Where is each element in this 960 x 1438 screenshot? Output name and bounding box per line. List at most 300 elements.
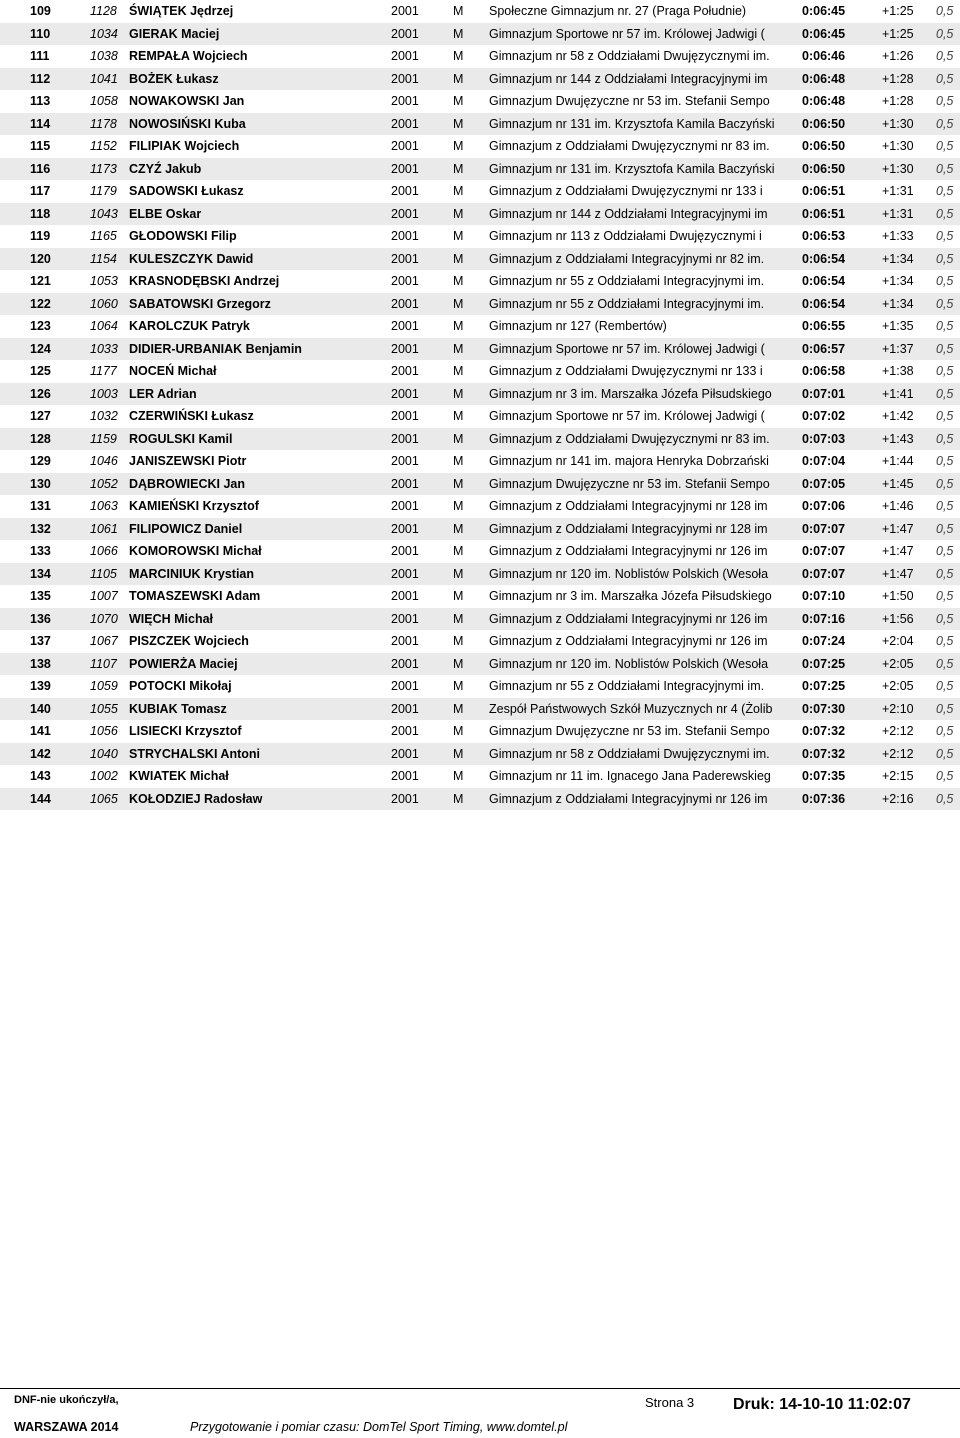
cell-diff: +2:05 bbox=[882, 656, 914, 671]
cell-bib: 1063 bbox=[90, 499, 118, 513]
cell-name: SADOWSKI Łukasz bbox=[129, 184, 244, 198]
cell-name: ŚWIĄTEK Jędrzej bbox=[129, 4, 234, 18]
cell-name: POWIERŻA Maciej bbox=[129, 656, 238, 671]
cell-school: Gimnazjum z Oddziałami Dwujęzycznymi nr 133 i bbox=[489, 184, 763, 198]
cell-time: 0:07:32 bbox=[802, 724, 846, 738]
cell-diff: +1:42 bbox=[882, 409, 914, 423]
cell-place: 125 bbox=[30, 364, 51, 378]
cell-pts: 0,5 bbox=[936, 116, 954, 131]
cell-name: FILIPIAK Wojciech bbox=[129, 139, 240, 153]
cell-time: 0:07:02 bbox=[802, 409, 846, 423]
cell-sex: M bbox=[453, 139, 464, 153]
table-row bbox=[0, 113, 960, 136]
table-row bbox=[0, 360, 960, 383]
cell-bib: 1043 bbox=[90, 206, 118, 221]
cell-year: 2001 bbox=[391, 364, 419, 378]
cell-bib: 1059 bbox=[90, 679, 118, 693]
cell-year: 2001 bbox=[391, 274, 419, 288]
cell-year: 2001 bbox=[391, 521, 419, 536]
cell-school: Gimnazjum z Oddziałami Integracyjnymi nr 128 im bbox=[489, 521, 768, 536]
cell-place: 137 bbox=[30, 634, 51, 648]
cell-sex: M bbox=[453, 724, 464, 738]
table-row bbox=[0, 135, 960, 158]
cell-school: Gimnazjum nr 113 z Oddziałami Dwujęzycznymi i bbox=[489, 229, 762, 243]
cell-school: Gimnazjum nr 131 im. Krzysztofa Kamila Baczyński bbox=[489, 116, 775, 131]
cell-sex: M bbox=[453, 341, 464, 356]
cell-year: 2001 bbox=[391, 431, 419, 446]
cell-name: STRYCHALSKI Antoni bbox=[129, 746, 261, 761]
cell-school: Gimnazjum nr 55 z Oddziałami Integracyjnymi im. bbox=[489, 274, 765, 288]
cell-school: Gimnazjum nr 58 z Oddziałami Dwujęzycznymi im. bbox=[489, 49, 770, 63]
cell-pts: 0,5 bbox=[936, 4, 954, 18]
cell-pts: 0,5 bbox=[936, 679, 954, 693]
cell-place: 109 bbox=[30, 4, 51, 18]
cell-sex: M bbox=[453, 521, 464, 536]
cell-place: 141 bbox=[30, 724, 51, 738]
cell-time: 0:06:51 bbox=[802, 206, 846, 221]
cell-time: 0:07:24 bbox=[802, 634, 846, 648]
cell-diff: +1:44 bbox=[882, 454, 914, 468]
cell-sex: M bbox=[453, 791, 464, 806]
cell-diff: +1:34 bbox=[882, 251, 914, 266]
cell-diff: +1:34 bbox=[882, 296, 914, 311]
cell-pts: 0,5 bbox=[936, 634, 954, 648]
cell-time: 0:07:04 bbox=[802, 454, 846, 468]
cell-year: 2001 bbox=[391, 791, 419, 806]
footer-credits: Przygotowanie i pomiar czasu: DomTel Sport Timing, www.domtel.pl bbox=[190, 1420, 568, 1434]
cell-time: 0:07:06 bbox=[802, 499, 846, 513]
cell-pts: 0,5 bbox=[936, 611, 954, 626]
cell-place: 140 bbox=[30, 701, 51, 716]
cell-time: 0:06:54 bbox=[802, 296, 846, 311]
cell-diff: +1:30 bbox=[882, 161, 914, 176]
cell-name: REMPAŁA Wojciech bbox=[129, 49, 248, 63]
cell-sex: M bbox=[453, 296, 464, 311]
table-row bbox=[0, 698, 960, 721]
cell-place: 132 bbox=[30, 521, 51, 536]
cell-year: 2001 bbox=[391, 769, 419, 783]
table-row bbox=[0, 45, 960, 68]
cell-time: 0:07:30 bbox=[802, 701, 846, 716]
cell-year: 2001 bbox=[391, 139, 419, 153]
cell-time: 0:07:07 bbox=[802, 566, 846, 581]
cell-school: Gimnazjum nr 131 im. Krzysztofa Kamila Baczyński bbox=[489, 161, 775, 176]
footer-legend: DNF-nie ukończył/a, bbox=[14, 1394, 119, 1406]
cell-place: 144 bbox=[30, 791, 51, 806]
table-row bbox=[0, 293, 960, 316]
cell-time: 0:07:01 bbox=[802, 386, 846, 401]
cell-bib: 1179 bbox=[90, 184, 117, 198]
cell-pts: 0,5 bbox=[936, 454, 954, 468]
cell-place: 115 bbox=[30, 139, 51, 153]
cell-name: FILIPOWICZ Daniel bbox=[129, 521, 243, 536]
cell-diff: +1:31 bbox=[882, 206, 914, 221]
cell-pts: 0,5 bbox=[936, 184, 954, 198]
cell-year: 2001 bbox=[391, 184, 419, 198]
cell-diff: +2:05 bbox=[882, 679, 914, 693]
cell-bib: 1007 bbox=[90, 589, 118, 603]
cell-time: 0:07:10 bbox=[802, 589, 846, 603]
cell-place: 118 bbox=[30, 206, 51, 221]
cell-sex: M bbox=[453, 611, 464, 626]
cell-school: Gimnazjum z Oddziałami Dwujęzycznymi nr 83 im. bbox=[489, 431, 770, 446]
cell-bib: 1034 bbox=[90, 26, 118, 41]
cell-sex: M bbox=[453, 566, 464, 581]
cell-pts: 0,5 bbox=[936, 161, 954, 176]
cell-place: 111 bbox=[30, 49, 50, 63]
cell-year: 2001 bbox=[391, 251, 419, 266]
cell-time: 0:07:25 bbox=[802, 656, 846, 671]
cell-place: 112 bbox=[30, 71, 51, 86]
cell-pts: 0,5 bbox=[936, 139, 954, 153]
table-row bbox=[0, 225, 960, 248]
cell-place: 122 bbox=[30, 296, 51, 311]
cell-time: 0:07:35 bbox=[802, 769, 846, 783]
cell-year: 2001 bbox=[391, 229, 419, 243]
cell-sex: M bbox=[453, 251, 464, 266]
cell-diff: +1:47 bbox=[882, 521, 914, 536]
cell-diff: +1:34 bbox=[882, 274, 914, 288]
cell-school: Gimnazjum nr 3 im. Marszałka Józefa Piłsudskiego bbox=[489, 386, 772, 401]
cell-name: PISZCZEK Wojciech bbox=[129, 634, 249, 648]
cell-diff: +1:38 bbox=[882, 364, 914, 378]
cell-time: 0:06:55 bbox=[802, 319, 846, 333]
cell-pts: 0,5 bbox=[936, 274, 954, 288]
cell-pts: 0,5 bbox=[936, 769, 954, 783]
cell-diff: +1:31 bbox=[882, 184, 914, 198]
cell-name: JANISZEWSKI Piotr bbox=[129, 454, 247, 468]
cell-school: Gimnazjum nr 58 z Oddziałami Dwujęzycznymi im. bbox=[489, 746, 770, 761]
cell-school: Społeczne Gimnazjum nr. 27 (Praga Południe) bbox=[489, 4, 747, 18]
cell-pts: 0,5 bbox=[936, 791, 954, 806]
cell-bib: 1064 bbox=[90, 319, 118, 333]
table-row bbox=[0, 405, 960, 428]
cell-bib: 1046 bbox=[90, 454, 118, 468]
cell-diff: +2:04 bbox=[882, 634, 914, 648]
cell-sex: M bbox=[453, 454, 464, 468]
cell-sex: M bbox=[453, 589, 464, 603]
cell-place: 142 bbox=[30, 746, 51, 761]
cell-pts: 0,5 bbox=[936, 409, 954, 423]
cell-bib: 1177 bbox=[90, 364, 117, 378]
table-row bbox=[0, 0, 960, 23]
table-row bbox=[0, 585, 960, 608]
cell-year: 2001 bbox=[391, 161, 419, 176]
cell-school: Gimnazjum z Oddziałami Integracyjnymi nr 82 im. bbox=[489, 251, 765, 266]
cell-place: 120 bbox=[30, 251, 51, 266]
cell-school: Gimnazjum z Oddziałami Dwujęzycznymi nr 83 im. bbox=[489, 139, 770, 153]
table-row bbox=[0, 563, 960, 586]
cell-bib: 1041 bbox=[90, 71, 118, 86]
cell-sex: M bbox=[453, 409, 464, 423]
cell-sex: M bbox=[453, 229, 464, 243]
cell-year: 2001 bbox=[391, 386, 419, 401]
cell-name: SABATOWSKI Grzegorz bbox=[129, 296, 271, 311]
cell-school: Gimnazjum nr 120 im. Noblistów Polskich (Wesoła bbox=[489, 566, 769, 581]
cell-place: 129 bbox=[30, 454, 51, 468]
cell-pts: 0,5 bbox=[936, 701, 954, 716]
cell-sex: M bbox=[453, 701, 464, 716]
cell-name: ROGULSKI Kamil bbox=[129, 431, 233, 446]
cell-year: 2001 bbox=[391, 454, 419, 468]
cell-year: 2001 bbox=[391, 746, 419, 761]
cell-sex: M bbox=[453, 656, 464, 671]
cell-year: 2001 bbox=[391, 679, 419, 693]
cell-diff: +2:12 bbox=[882, 746, 914, 761]
footer-divider bbox=[0, 1388, 960, 1389]
cell-sex: M bbox=[453, 161, 464, 176]
cell-school: Gimnazjum nr 127 (Rembertów) bbox=[489, 319, 667, 333]
cell-name: KOMOROWSKI Michał bbox=[129, 544, 262, 558]
table-row bbox=[0, 203, 960, 226]
cell-name: NOCEŃ Michał bbox=[129, 364, 217, 378]
cell-diff: +1:45 bbox=[882, 476, 914, 491]
cell-bib: 1128 bbox=[90, 4, 117, 18]
cell-year: 2001 bbox=[391, 296, 419, 311]
cell-diff: +1:28 bbox=[882, 71, 914, 86]
cell-time: 0:06:54 bbox=[802, 251, 846, 266]
cell-place: 139 bbox=[30, 679, 51, 693]
cell-year: 2001 bbox=[391, 701, 419, 716]
cell-year: 2001 bbox=[391, 476, 419, 491]
cell-bib: 1152 bbox=[90, 139, 117, 153]
cell-pts: 0,5 bbox=[936, 499, 954, 513]
cell-sex: M bbox=[453, 499, 464, 513]
cell-name: BOŻEK Łukasz bbox=[129, 71, 219, 86]
cell-time: 0:07:25 bbox=[802, 679, 846, 693]
cell-time: 0:06:51 bbox=[802, 184, 846, 198]
cell-name: CZERWIŃSKI Łukasz bbox=[129, 409, 254, 423]
cell-bib: 1154 bbox=[90, 251, 117, 266]
cell-sex: M bbox=[453, 319, 464, 333]
cell-school: Gimnazjum z Oddziałami Integracyjnymi nr 126 im bbox=[489, 791, 768, 806]
cell-school: Gimnazjum Dwujęzyczne nr 53 im. Stefanii Sempo bbox=[489, 94, 770, 108]
table-row bbox=[0, 495, 960, 518]
cell-diff: +2:12 bbox=[882, 724, 914, 738]
cell-time: 0:07:32 bbox=[802, 746, 846, 761]
cell-school: Gimnazjum Sportowe nr 57 im. Królowej Jadwigi ( bbox=[489, 26, 765, 41]
cell-place: 134 bbox=[30, 566, 51, 581]
cell-name: KWIATEK Michał bbox=[129, 769, 229, 783]
cell-bib: 1040 bbox=[90, 746, 118, 761]
cell-diff: +1:30 bbox=[882, 139, 914, 153]
table-row bbox=[0, 315, 960, 338]
cell-school: Gimnazjum Sportowe nr 57 im. Królowej Jadwigi ( bbox=[489, 409, 765, 423]
table-row bbox=[0, 765, 960, 788]
cell-year: 2001 bbox=[391, 409, 419, 423]
cell-place: 117 bbox=[30, 184, 51, 198]
cell-year: 2001 bbox=[391, 206, 419, 221]
cell-sex: M bbox=[453, 71, 464, 86]
cell-pts: 0,5 bbox=[936, 746, 954, 761]
cell-school: Zespół Państwowych Szkół Muzycznych nr 4 (Żolib bbox=[489, 701, 773, 716]
cell-diff: +2:16 bbox=[882, 791, 914, 806]
cell-name: KOŁODZIEJ Radosław bbox=[129, 791, 263, 806]
cell-bib: 1178 bbox=[90, 116, 117, 131]
cell-pts: 0,5 bbox=[936, 431, 954, 446]
cell-bib: 1066 bbox=[90, 544, 118, 558]
cell-bib: 1159 bbox=[90, 431, 117, 446]
cell-diff: +1:50 bbox=[882, 589, 914, 603]
cell-place: 124 bbox=[30, 341, 51, 356]
table-row bbox=[0, 270, 960, 293]
cell-place: 131 bbox=[30, 499, 51, 513]
cell-bib: 1173 bbox=[90, 161, 117, 176]
cell-name: MARCINIUK Krystian bbox=[129, 566, 255, 581]
cell-school: Gimnazjum nr 3 im. Marszałka Józefa Piłsudskiego bbox=[489, 589, 772, 603]
cell-diff: +1:25 bbox=[882, 4, 914, 18]
cell-name: POTOCKI Mikołaj bbox=[129, 679, 232, 693]
cell-school: Gimnazjum nr 55 z Oddziałami Integracyjnymi im. bbox=[489, 679, 765, 693]
cell-diff: +1:37 bbox=[882, 341, 914, 356]
table-row bbox=[0, 653, 960, 676]
cell-bib: 1032 bbox=[90, 409, 118, 423]
cell-year: 2001 bbox=[391, 94, 419, 108]
cell-bib: 1165 bbox=[90, 229, 117, 243]
cell-name: GIERAK Maciej bbox=[129, 26, 220, 41]
cell-time: 0:06:48 bbox=[802, 71, 846, 86]
table-row bbox=[0, 383, 960, 406]
cell-year: 2001 bbox=[391, 319, 419, 333]
cell-sex: M bbox=[453, 94, 464, 108]
cell-pts: 0,5 bbox=[936, 229, 954, 243]
cell-bib: 1070 bbox=[90, 611, 118, 626]
cell-pts: 0,5 bbox=[936, 49, 954, 63]
cell-school: Gimnazjum z Oddziałami Integracyjnymi nr 126 im bbox=[489, 611, 768, 626]
cell-school: Gimnazjum nr 11 im. Ignacego Jana Paderewskieg bbox=[489, 769, 771, 783]
cell-name: CZYŹ Jakub bbox=[129, 161, 202, 176]
cell-name: TOMASZEWSKI Adam bbox=[129, 589, 261, 603]
cell-year: 2001 bbox=[391, 611, 419, 626]
cell-school: Gimnazjum Dwujęzyczne nr 53 im. Stefanii Sempo bbox=[489, 724, 770, 738]
table-row bbox=[0, 788, 960, 811]
cell-pts: 0,5 bbox=[936, 589, 954, 603]
table-row bbox=[0, 248, 960, 271]
cell-name: NOWOSIŃSKI Kuba bbox=[129, 116, 246, 131]
table-row bbox=[0, 90, 960, 113]
cell-name: LISIECKI Krzysztof bbox=[129, 724, 242, 738]
cell-place: 127 bbox=[30, 409, 51, 423]
cell-diff: +1:25 bbox=[882, 26, 914, 41]
cell-name: DIDIER-URBANIAK Benjamin bbox=[129, 341, 302, 356]
cell-pts: 0,5 bbox=[936, 296, 954, 311]
cell-name: KAROLCZUK Patryk bbox=[129, 319, 250, 333]
cell-sex: M bbox=[453, 386, 464, 401]
cell-bib: 1056 bbox=[90, 724, 118, 738]
cell-bib: 1061 bbox=[90, 521, 118, 536]
cell-place: 138 bbox=[30, 656, 51, 671]
cell-pts: 0,5 bbox=[936, 319, 954, 333]
table-row bbox=[0, 540, 960, 563]
cell-name: WIĘCH Michał bbox=[129, 611, 214, 626]
cell-bib: 1053 bbox=[90, 274, 118, 288]
cell-pts: 0,5 bbox=[936, 386, 954, 401]
cell-diff: +1:56 bbox=[882, 611, 914, 626]
cell-school: Gimnazjum Dwujęzyczne nr 53 im. Stefanii Sempo bbox=[489, 476, 770, 491]
table-row bbox=[0, 180, 960, 203]
table-row bbox=[0, 608, 960, 631]
cell-pts: 0,5 bbox=[936, 566, 954, 581]
cell-school: Gimnazjum Sportowe nr 57 im. Królowej Jadwigi ( bbox=[489, 341, 765, 356]
cell-diff: +1:35 bbox=[882, 319, 914, 333]
cell-sex: M bbox=[453, 679, 464, 693]
cell-time: 0:07:03 bbox=[802, 431, 846, 446]
cell-time: 0:07:05 bbox=[802, 476, 846, 491]
cell-sex: M bbox=[453, 476, 464, 491]
cell-year: 2001 bbox=[391, 499, 419, 513]
cell-place: 123 bbox=[30, 319, 51, 333]
cell-bib: 1052 bbox=[90, 476, 118, 491]
cell-time: 0:06:50 bbox=[802, 139, 846, 153]
cell-school: Gimnazjum nr 144 z Oddziałami Integracyjnymi im bbox=[489, 71, 768, 86]
cell-year: 2001 bbox=[391, 71, 419, 86]
table-row bbox=[0, 158, 960, 181]
cell-sex: M bbox=[453, 4, 464, 18]
cell-sex: M bbox=[453, 431, 464, 446]
cell-school: Gimnazjum z Oddziałami Integracyjnymi nr 126 im bbox=[489, 634, 768, 648]
cell-pts: 0,5 bbox=[936, 26, 954, 41]
cell-bib: 1003 bbox=[90, 386, 118, 401]
cell-place: 133 bbox=[30, 544, 51, 558]
cell-bib: 1065 bbox=[90, 791, 118, 806]
cell-bib: 1067 bbox=[90, 634, 118, 648]
cell-pts: 0,5 bbox=[936, 71, 954, 86]
cell-year: 2001 bbox=[391, 116, 419, 131]
cell-sex: M bbox=[453, 184, 464, 198]
cell-diff: +2:15 bbox=[882, 769, 914, 783]
cell-bib: 1107 bbox=[90, 656, 117, 671]
cell-year: 2001 bbox=[391, 566, 419, 581]
cell-pts: 0,5 bbox=[936, 544, 954, 558]
cell-bib: 1033 bbox=[90, 341, 118, 356]
cell-diff: +1:28 bbox=[882, 94, 914, 108]
cell-time: 0:06:48 bbox=[802, 94, 846, 108]
cell-name: GŁODOWSKI Filip bbox=[129, 229, 237, 243]
cell-diff: +1:43 bbox=[882, 431, 914, 446]
table-row bbox=[0, 450, 960, 473]
cell-bib: 1055 bbox=[90, 701, 118, 716]
cell-place: 135 bbox=[30, 589, 51, 603]
cell-sex: M bbox=[453, 634, 464, 648]
cell-time: 0:06:50 bbox=[802, 161, 846, 176]
cell-pts: 0,5 bbox=[936, 521, 954, 536]
cell-pts: 0,5 bbox=[936, 251, 954, 266]
cell-school: Gimnazjum z Oddziałami Integracyjnymi nr 128 im bbox=[489, 499, 768, 513]
cell-time: 0:06:58 bbox=[802, 364, 846, 378]
cell-time: 0:06:54 bbox=[802, 274, 846, 288]
cell-time: 0:07:36 bbox=[802, 791, 846, 806]
cell-year: 2001 bbox=[391, 341, 419, 356]
cell-year: 2001 bbox=[391, 724, 419, 738]
cell-time: 0:06:57 bbox=[802, 341, 846, 356]
cell-diff: +1:41 bbox=[882, 386, 914, 401]
cell-name: NOWAKOWSKI Jan bbox=[129, 94, 245, 108]
cell-place: 114 bbox=[30, 116, 51, 131]
cell-name: ELBE Oskar bbox=[129, 206, 202, 221]
cell-name: LER Adrian bbox=[129, 386, 197, 401]
cell-time: 0:07:07 bbox=[802, 544, 846, 558]
cell-year: 2001 bbox=[391, 656, 419, 671]
cell-place: 113 bbox=[30, 94, 51, 108]
cell-year: 2001 bbox=[391, 544, 419, 558]
cell-pts: 0,5 bbox=[936, 206, 954, 221]
cell-bib: 1060 bbox=[90, 296, 118, 311]
cell-school: Gimnazjum nr 55 z Oddziałami Integracyjnymi im. bbox=[489, 296, 765, 311]
cell-time: 0:07:16 bbox=[802, 611, 846, 626]
cell-place: 128 bbox=[30, 431, 51, 446]
cell-school: Gimnazjum z Oddziałami Dwujęzycznymi nr 133 i bbox=[489, 364, 763, 378]
cell-place: 143 bbox=[30, 769, 51, 783]
